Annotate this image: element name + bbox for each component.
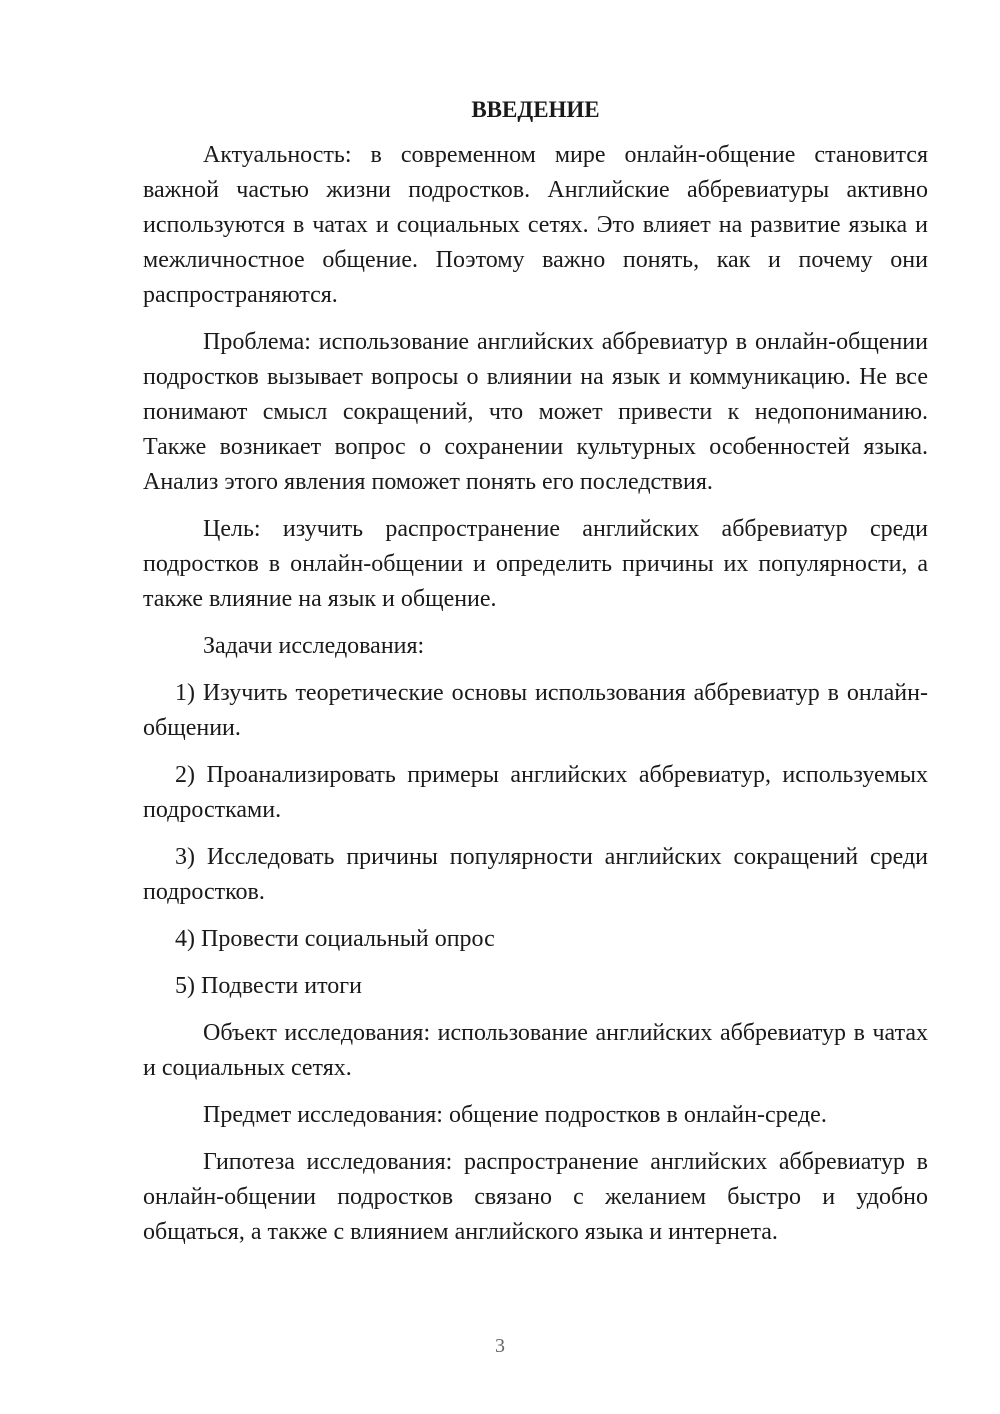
task-item-2: 2) Проанализировать примеры английских аббревиатур, используемых подростками. <box>143 762 928 823</box>
task-item-5: 5) Подвести итоги <box>175 973 362 999</box>
hypothesis-paragraph: Гипотеза исследования: распространение английских аббревиатур в онлайн-общении подростков связано с желанием быстро и удобно общаться, а также с влиянием английского языка и интернета. <box>143 1149 928 1245</box>
page-title: ВВЕДЕНИЕ <box>471 97 600 122</box>
relevance-paragraph: Актуальность: в современном мире онлайн-общение становится важной частью жизни подростков. Английские аббревиатуры активно используются в чатах и социальных сетях. Это влияет на развитие языка и межличностное общение. Поэтому важно понять, как и почему они распространяются. <box>143 142 928 308</box>
task-item-3: 3) Исследовать причины популярности английских сокращений среди подростков. <box>143 844 928 905</box>
object-paragraph: Объект исследования: использование английских аббревиатур в чатах и социальных сетях. <box>143 1020 928 1081</box>
page-content <box>143 92 928 1262</box>
tasks-heading: Задачи исследования: <box>203 633 425 659</box>
task-item-1: 1) Изучить теоретические основы использования аббревиатур в онлайн-общении. <box>143 680 928 741</box>
subject-paragraph: Предмет исследования: общение подростков в онлайн-среде. <box>203 1102 827 1128</box>
problem-paragraph: Проблема: использование английских аббревиатур в онлайн-общении подростков вызывает вопросы о влиянии на язык и коммуникацию. Не все понимают смысл сокращений, что может привести к недопониманию. Также возникает вопрос о сохранении культурных особенностей языка. Анализ этого явления поможет понять его последствия. <box>143 329 928 495</box>
task-item-4: 4) Провести социальный опрос <box>175 926 495 952</box>
page-number: 3 <box>495 1335 505 1357</box>
goal-paragraph: Цель: изучить распространение английских аббревиатур среди подростков в онлайн-общении и определить причины их популярности, а также влияние на язык и общение. <box>143 516 928 612</box>
